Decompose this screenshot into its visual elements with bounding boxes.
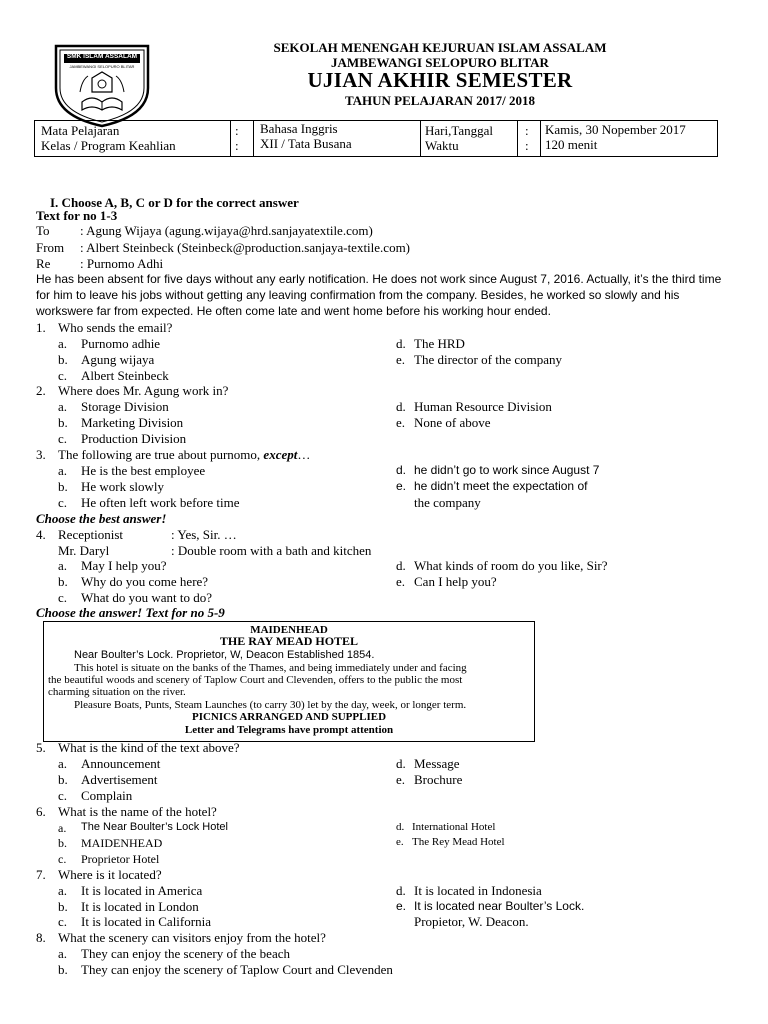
option-letter: e. xyxy=(396,836,404,848)
option-d[interactable]: Message xyxy=(414,756,460,771)
question-text: What is the name of the hotel? xyxy=(58,804,217,819)
question-text: Where is it located? xyxy=(58,867,162,882)
question-text: The following are true about purnomo, except… xyxy=(58,447,311,462)
school-location: JAMBEWANGI SELOPURO BLITAR xyxy=(331,55,549,70)
question-number: 3. xyxy=(36,447,46,462)
option-letter: d. xyxy=(396,558,406,573)
option-c[interactable]: Albert Steinbeck xyxy=(81,368,169,383)
question-text: Where does Mr. Agung work in? xyxy=(58,383,229,398)
option-letter: c. xyxy=(58,914,68,929)
school-name: SEKOLAH MENENGAH KEJURUAN ISLAM ASSALAM xyxy=(273,40,607,55)
section-title: I. Choose A, B, C or D for the correct answer xyxy=(50,195,299,210)
question-number: 2. xyxy=(36,383,46,398)
option-b[interactable]: He work slowly xyxy=(81,479,165,494)
option-letter: c. xyxy=(58,431,68,446)
question-text: What the scenery can visitors enjoy from the hotel? xyxy=(58,930,326,945)
question-number: 1. xyxy=(36,320,46,335)
option-b[interactable]: Advertisement xyxy=(81,772,158,787)
hotel-advertisement xyxy=(43,621,535,742)
ad-letters: Letter and Telegrams have prompt attention xyxy=(184,724,394,736)
logo-place: JAMBEWANGI SELOPURO BLITAR xyxy=(69,64,135,69)
option-d[interactable]: What kinds of room do you like, Sir? xyxy=(414,558,608,573)
option-c[interactable]: Proprietor Hotel xyxy=(81,852,160,866)
email-body: He has been absent for five days without any early notification. He does not work since August 7, 2016. Actually, it’s the third time for him to leave his jobs without getting any leaving confirmation from the company. Besides, he worked so slowly and his workswere far from expected. He often come late and went home before his working hour ended. xyxy=(36,272,722,318)
text-label: Text for no 1-3 xyxy=(36,208,118,223)
question-number: 6. xyxy=(36,804,46,819)
value-time: 120 menit xyxy=(545,137,598,152)
label-time: Waktu xyxy=(425,138,459,153)
option-letter: b. xyxy=(58,899,68,914)
colon: : xyxy=(525,123,529,138)
option-letter: a. xyxy=(58,821,67,835)
option-b[interactable]: They can enjoy the scenery of Taplow Court and Clevenden xyxy=(81,962,393,977)
value-class: XII / Tata Busana xyxy=(260,136,352,151)
label-subject: Mata Pelajaran xyxy=(41,123,120,138)
option-letter: e. xyxy=(396,772,406,787)
label-date: Hari,Tanggal xyxy=(425,123,494,138)
option-letter: b. xyxy=(58,479,68,494)
question-number: 7. xyxy=(36,867,46,882)
option-letter: b. xyxy=(58,352,68,367)
option-letter: d. xyxy=(396,756,406,771)
option-letter: c. xyxy=(58,590,68,605)
ad-address: Near Boulter’s Lock. Proprietor, W, Deacon Established 1854. xyxy=(74,649,375,661)
ad-paragraph-line: the beautiful woods and scenery of Taplow Court and Clevenden, offers to the public the most xyxy=(48,674,463,686)
dialog-speaker: Mr. Daryl xyxy=(58,543,110,558)
academic-year: TAHUN PELAJARAN 2017/ 2018 xyxy=(344,93,536,108)
option-letter: a. xyxy=(58,463,68,478)
option-e[interactable]: The director of the company xyxy=(414,352,562,367)
colon: : xyxy=(525,138,529,153)
option-letter: d. xyxy=(396,821,405,833)
option-d[interactable]: The HRD xyxy=(414,336,465,351)
ad-hotel-name: THE RAY MEAD HOTEL xyxy=(219,634,359,648)
option-e-continued: Propietor, W. Deacon. xyxy=(414,914,529,929)
option-letter: e. xyxy=(396,899,407,913)
option-letter: a. xyxy=(58,946,68,961)
question-number: 5. xyxy=(36,740,46,755)
option-letter: c. xyxy=(58,788,68,803)
dialog-speaker: Receptionist xyxy=(58,527,123,542)
option-a[interactable]: The Near Boulter’s Lock Hotel xyxy=(81,821,228,833)
dialog-line: : Yes, Sir. … xyxy=(171,527,237,542)
colon: : xyxy=(235,123,239,138)
email-re: : Purnomo Adhi xyxy=(80,256,164,271)
option-letter: e. xyxy=(396,479,407,493)
option-b[interactable]: Agung wijaya xyxy=(81,352,155,367)
option-a[interactable]: He is the best employee xyxy=(81,463,206,478)
option-letter: b. xyxy=(58,574,68,589)
option-a[interactable]: It is located in America xyxy=(81,883,203,898)
option-letter: d. xyxy=(396,336,406,351)
option-letter: b. xyxy=(58,962,68,977)
question-number: 8. xyxy=(36,930,46,945)
option-letter: d. xyxy=(396,399,406,414)
option-letter: d. xyxy=(396,463,407,477)
label-class: Kelas / Program Keahlian xyxy=(41,138,176,153)
option-b[interactable]: It is located in London xyxy=(81,899,199,914)
question-number: 4. xyxy=(36,527,46,542)
dialog-line: : Double room with a bath and kitchen xyxy=(171,543,372,558)
option-c[interactable]: He often left work before time xyxy=(81,495,240,510)
instruction: Choose the best answer! xyxy=(36,511,167,526)
school-logo xyxy=(52,42,152,128)
option-e[interactable]: None of above xyxy=(414,415,491,430)
option-d[interactable]: Human Resource Division xyxy=(414,399,552,414)
instruction: Choose the answer! Text for no 5-9 xyxy=(36,605,225,620)
option-d[interactable]: he didn’t go to work since August 7 xyxy=(414,463,600,477)
option-b[interactable]: MAIDENHEAD xyxy=(81,836,163,850)
except-word: except xyxy=(263,447,298,462)
option-a[interactable]: Purnomo adhie xyxy=(81,336,161,351)
option-a[interactable]: Announcement xyxy=(81,756,161,771)
option-e-continued: the company xyxy=(414,495,481,510)
option-c[interactable]: It is located in California xyxy=(81,914,211,929)
option-c[interactable]: Complain xyxy=(81,788,133,803)
option-e[interactable]: Brochure xyxy=(414,772,463,787)
option-letter: a. xyxy=(58,883,68,898)
option-letter: a. xyxy=(58,399,68,414)
option-c[interactable]: What do you want to do? xyxy=(81,590,213,605)
option-a[interactable]: May I help you? xyxy=(81,558,167,573)
option-e[interactable]: The Rey Mead Hotel xyxy=(412,836,505,848)
question-text: What is the kind of the text above? xyxy=(58,740,240,755)
value-date: Kamis, 30 Nopember 2017 xyxy=(545,122,686,137)
ad-services: Pleasure Boats, Punts, Steam Launches (to carry 30) let by the day, week, or longer term. xyxy=(74,699,467,711)
option-letter: c. xyxy=(58,495,68,510)
question-text: Who sends the email? xyxy=(58,320,173,335)
option-letter: e. xyxy=(396,352,406,367)
option-b[interactable]: Marketing Division xyxy=(81,415,184,430)
option-letter: d. xyxy=(396,883,406,898)
option-e[interactable]: It is located near Boulter’s Lock. xyxy=(414,899,585,913)
option-letter: a. xyxy=(58,336,68,351)
option-e[interactable]: he didn’t meet the expectation of xyxy=(414,479,588,493)
email-from-label: From xyxy=(36,240,65,255)
option-letter: a. xyxy=(58,756,68,771)
email-to: : Agung Wijaya (agung.wijaya@hrd.sanjayatextile.com) xyxy=(80,223,373,238)
value-subject: Bahasa Inggris xyxy=(260,121,338,136)
ad-paragraph-line: This hotel is situate on the banks of the Thames, and being immediately under and facing xyxy=(74,662,467,674)
email-re-label: Re xyxy=(36,256,51,271)
option-letter: e. xyxy=(396,415,406,430)
option-d[interactable]: International Hotel xyxy=(412,821,496,833)
option-c[interactable]: Production Division xyxy=(81,431,187,446)
option-a[interactable]: They can enjoy the scenery of the beach xyxy=(81,946,290,961)
option-letter: b. xyxy=(58,772,68,787)
option-letter: b. xyxy=(58,836,67,850)
option-d[interactable]: It is located in Indonesia xyxy=(414,883,542,898)
ad-town: MAIDENHEAD xyxy=(250,624,328,636)
option-letter: a. xyxy=(58,558,68,573)
logo-name: SMK ISLAM ASSALAM xyxy=(66,53,138,60)
option-letter: c. xyxy=(58,852,67,866)
option-e[interactable]: Can I help you? xyxy=(414,574,497,589)
email-to-label: To xyxy=(36,223,50,238)
option-letter: e. xyxy=(396,574,406,589)
exam-title: UJIAN AKHIR SEMESTER xyxy=(307,68,573,92)
option-letter: b. xyxy=(58,415,68,430)
colon: : xyxy=(235,138,239,153)
email-from: : Albert Steinbeck (Steinbeck@production.sanjaya-textile.com) xyxy=(80,240,411,255)
ad-paragraph-line: charming situation on the river. xyxy=(48,686,186,698)
option-letter: c. xyxy=(58,368,68,383)
option-a[interactable]: Storage Division xyxy=(81,399,169,414)
exam-info-table xyxy=(34,120,718,157)
option-b[interactable]: Why do you come here? xyxy=(81,574,209,589)
ad-picnics: PICNICS ARRANGED AND SUPPLIED xyxy=(191,711,387,723)
